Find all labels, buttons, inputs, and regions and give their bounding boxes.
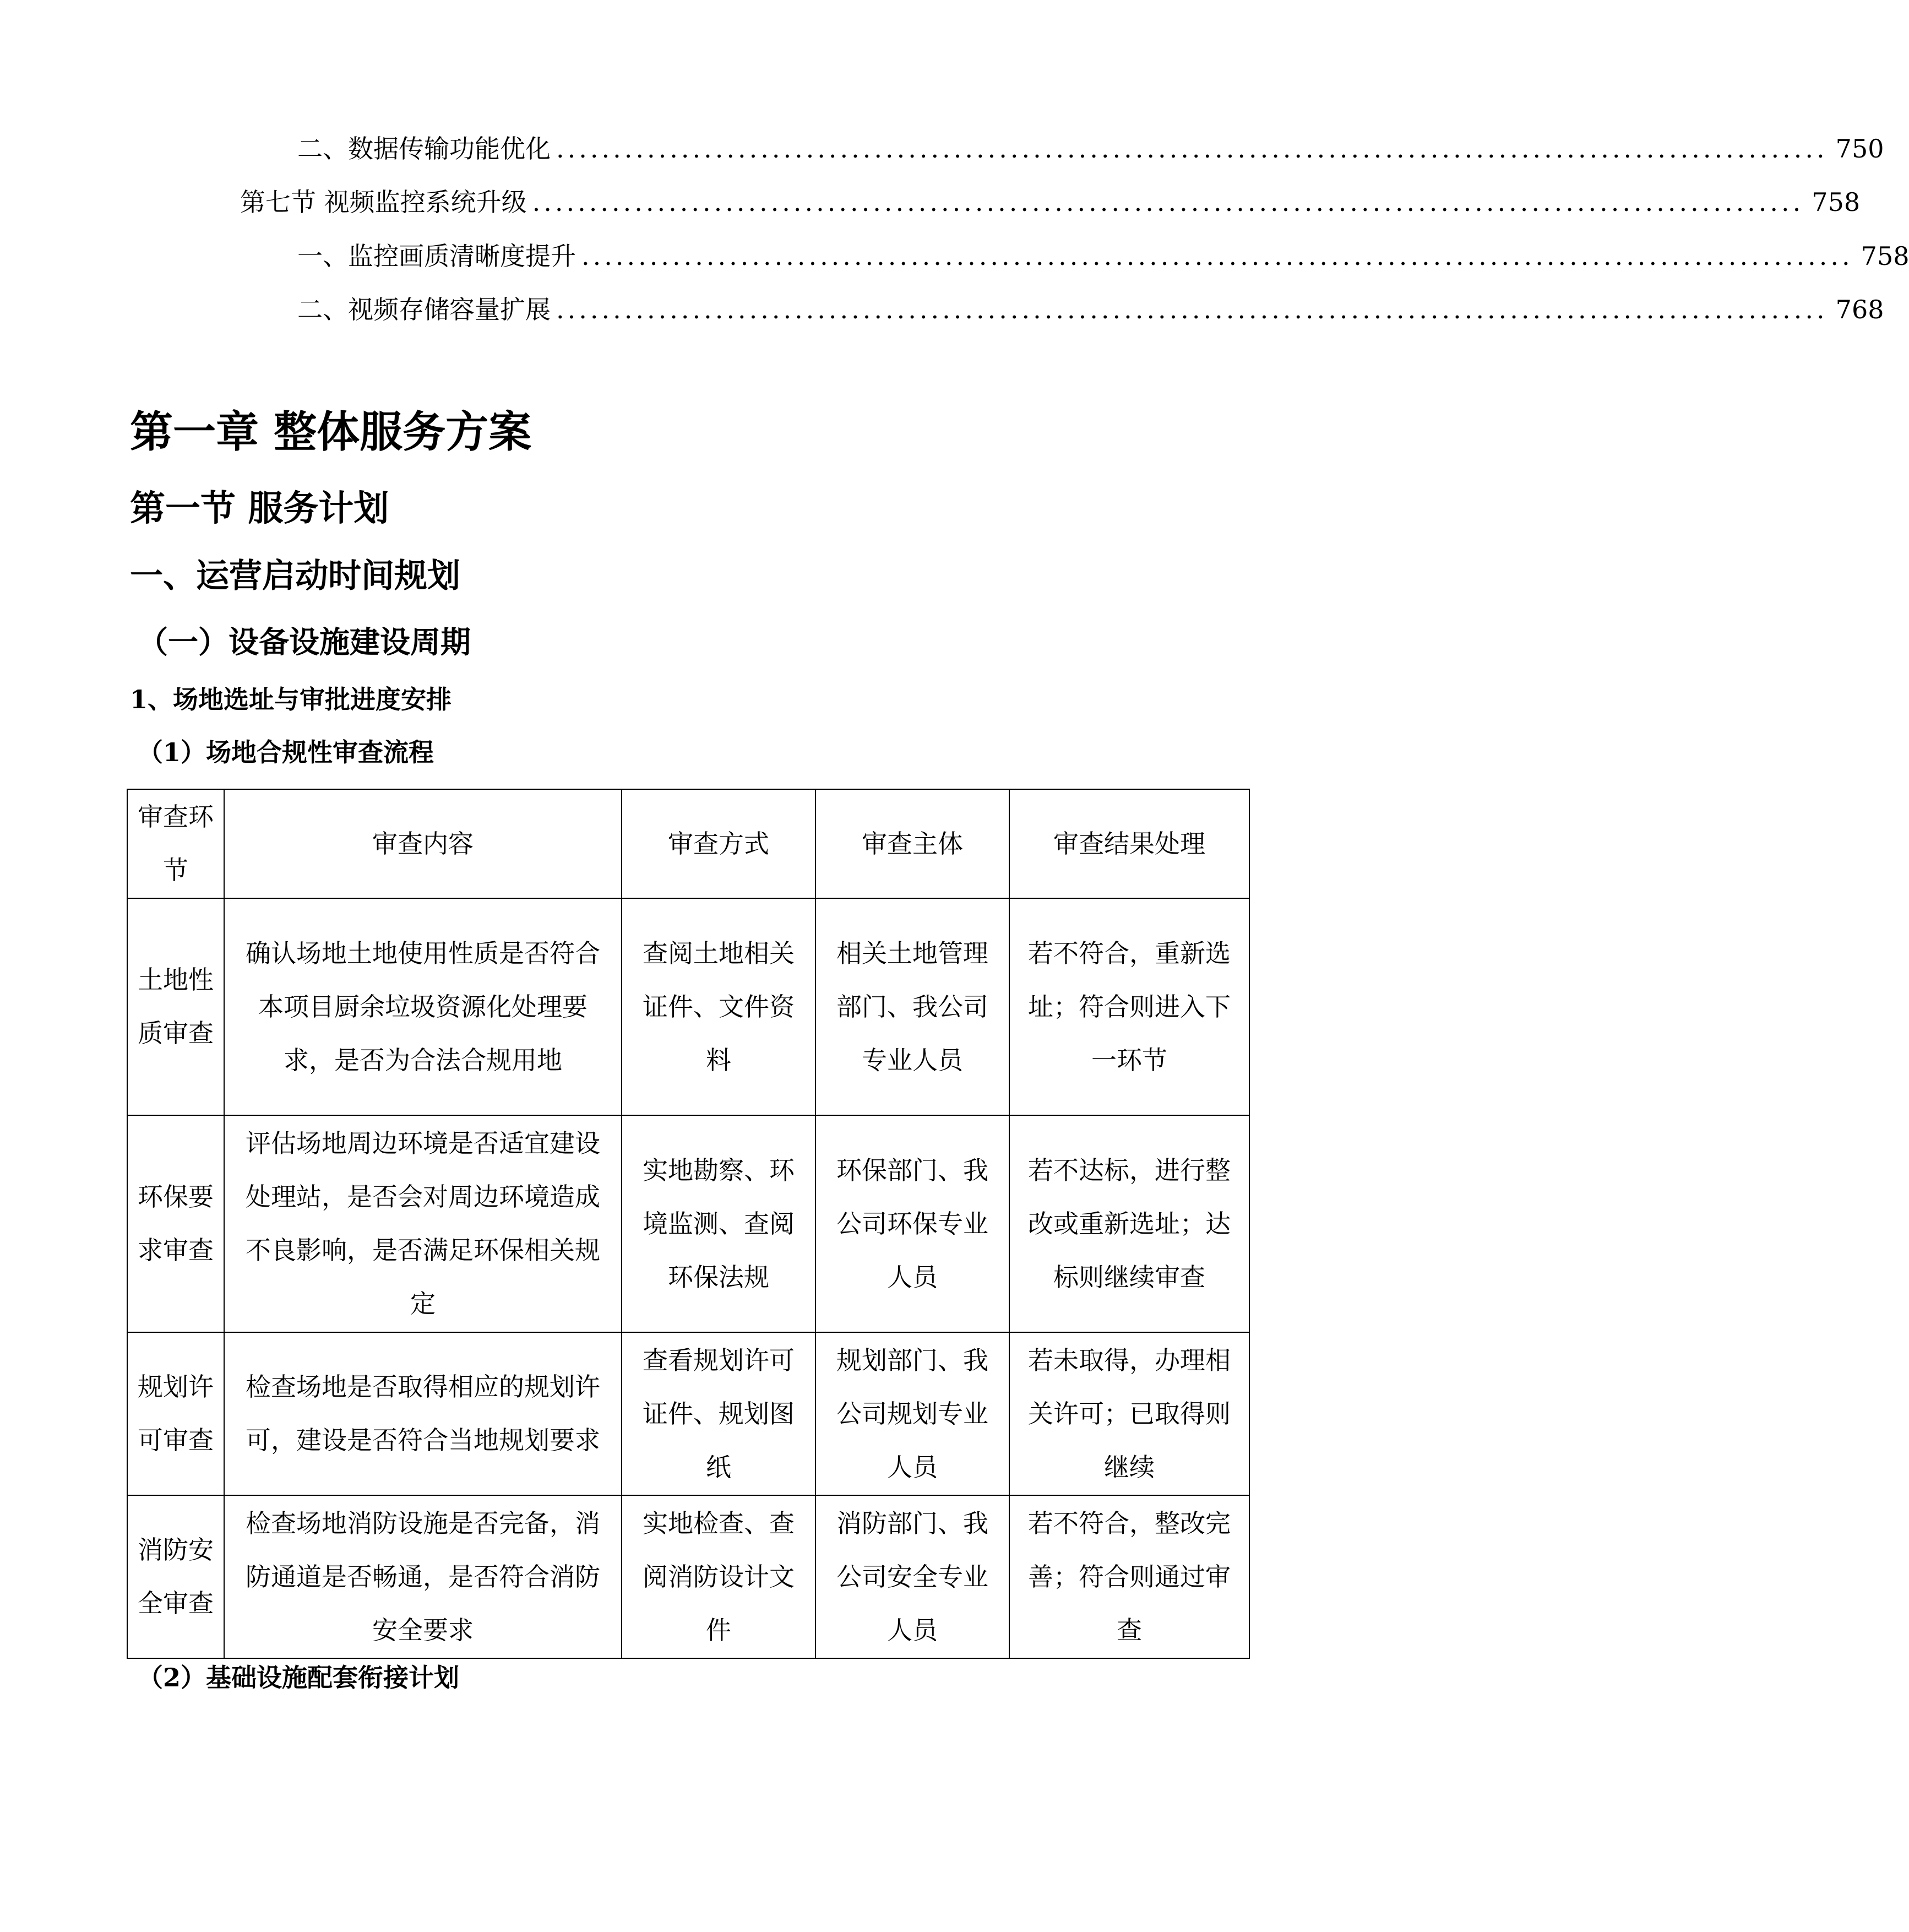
- header-cell: 审查结果处理: [1009, 789, 1249, 898]
- table-header-row: [127, 789, 1249, 898]
- table-cell: 规划许可审查: [127, 1332, 224, 1495]
- toc-entry-page: 758: [1861, 241, 1909, 271]
- table-cell: 若不达标，进行整改或重新选址；达标则继续审查: [1009, 1115, 1249, 1332]
- table-row: [127, 1115, 1249, 1332]
- table-cell: 消防安全审查: [127, 1495, 224, 1658]
- table-row: [127, 1495, 1249, 1658]
- toc-leader-dots: ................................................................................................................: [581, 241, 1853, 271]
- table-cell: 检查场地消防设施是否完备，消防通道是否畅通，是否符合消防安全要求: [224, 1495, 622, 1658]
- toc-entry-title: 数据传输功能优化: [348, 134, 551, 164]
- part-heading: 一、运营启动时间规划: [130, 557, 460, 595]
- toc-entry-title: 视频存储容量扩展: [348, 295, 551, 324]
- table-cell: 实地勘察、环境监测、查阅环保法规: [622, 1115, 815, 1332]
- table-cell: 环保要求审查: [127, 1115, 224, 1332]
- toc-entry-title: 监控画质清晰度提升: [348, 241, 576, 271]
- table-cell: 检查场地是否取得相应的规划许可，建设是否符合当地规划要求: [224, 1332, 622, 1495]
- table-cell: 评估场地周边环境是否适宜建设处理站，是否会对周边环境造成不良影响，是否满足环保相关规定: [224, 1115, 622, 1332]
- header-cell: 审查环节: [127, 789, 224, 898]
- table-cell: 查看规划许可证件、规划图纸: [622, 1332, 815, 1495]
- table-cell: 规划部门、我公司规划专业人员: [815, 1332, 1009, 1495]
- toc-entry[interactable]: [240, 183, 1861, 221]
- toc-entry-number: 二、: [297, 295, 348, 324]
- table-cell: 确认场地土地使用性质是否符合本项目厨余垃圾资源化处理要求，是否为合法合规用地: [224, 898, 622, 1115]
- toc-leader-dots: ................................................................................................................: [532, 187, 1804, 217]
- toc-entry[interactable]: [297, 290, 1884, 329]
- table-cell: 若不符合，重新选址；符合则进入下一环节: [1009, 898, 1249, 1115]
- toc-entry-page: 750: [1835, 134, 1884, 164]
- toc-entry[interactable]: [297, 237, 1909, 275]
- review-table: [127, 789, 1250, 1659]
- chapter-heading: 第一章 整体服务方案: [130, 407, 532, 457]
- table-row: [127, 1332, 1249, 1495]
- table-cell: 若未取得，办理相关许可；已取得则继续: [1009, 1332, 1249, 1495]
- table-cell: 相关土地管理部门、我公司专业人员: [815, 898, 1009, 1115]
- step-heading: （2）基础设施配套衔接计划: [138, 1663, 460, 1692]
- header-cell: 审查方式: [622, 789, 815, 898]
- table-row: [127, 898, 1249, 1115]
- table-cell: 土地性质审查: [127, 898, 224, 1115]
- toc-entry-page: 768: [1835, 295, 1884, 324]
- toc-leader-dots: ................................................................................................................: [556, 134, 1828, 164]
- table-cell: 查阅土地相关证件、文件资料: [622, 898, 815, 1115]
- toc-entry-number: 二、: [297, 134, 348, 164]
- table-cell: 实地检查、查阅消防设计文件: [622, 1495, 815, 1658]
- header-cell: 审查内容: [224, 789, 622, 898]
- toc-entry-title: 第七节 视频监控系统升级: [240, 187, 527, 217]
- table-cell: 若不符合，整改完善；符合则通过审查: [1009, 1495, 1249, 1658]
- toc-leader-dots: ................................................................................................................: [556, 295, 1828, 324]
- step-heading: （1）场地合规性审查流程: [138, 737, 434, 767]
- toc-entry[interactable]: [297, 129, 1884, 168]
- item-heading: 1、场地选址与审批进度安排: [130, 685, 452, 714]
- toc-entry-page: 758: [1812, 187, 1861, 217]
- header-cell: 审查主体: [815, 789, 1009, 898]
- table-cell: 环保部门、我公司环保专业人员: [815, 1115, 1009, 1332]
- table-cell: 消防部门、我公司安全专业人员: [815, 1495, 1009, 1658]
- subsection-heading: （一）设备设施建设周期: [138, 624, 471, 660]
- toc-entry-number: 一、: [297, 241, 348, 271]
- section-heading: 第一节 服务计划: [130, 488, 389, 529]
